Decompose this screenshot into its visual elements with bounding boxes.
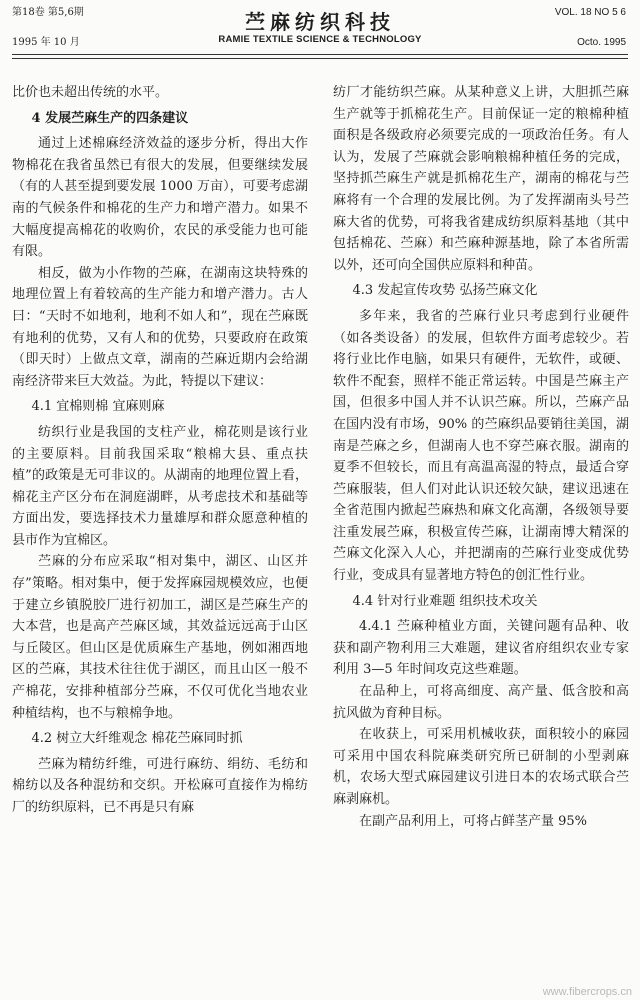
journal-title: 苎麻纺织科技: [245, 10, 395, 34]
paragraph: 比价也未超出传统的水平。: [12, 85, 169, 100]
right-column: [333, 82, 629, 832]
paragraph: 在品种上，可将高细度、高产量、低含胶和高抗风做为育种目标。: [333, 684, 629, 721]
paragraph: 纺厂才能纺织苎麻。从某种意义上讲，大胆抓苎麻生产就等于抓棉花生产。目前保证一定的粮棉种植面积是各级政府必须要完成的一项政治任务。有人认为，发展了苎麻就会影响粮棉种植任务的完成，坚持抓苎麻生产就是抓棉花生产，湖南的棉花与苎麻将有一个合理的发展比例。为了发挥湖南头号苎麻大省的优势，可将我省建成纺织原料基地（其中包括棉花、苎麻）和苎麻种源基地，除了本省所需以外，还可向全国供应原料和种苗。: [333, 85, 629, 273]
section-heading: 4 发展苎麻生产的四条建议: [31, 110, 189, 126]
paragraph: 通过上述棉麻经济效益的逐步分析，得出大作物棉花在我省虽然已有很大的发展，但要继续发展（有的人甚至提到要发展 1000 万亩），可要考虑湖南的气候条件和棉花的生产力和增产潜力。如果不大幅度提高棉花的收购价，农民的承受能力也可能有限。: [12, 136, 308, 260]
journal-title-en: RAMIE TEXTILE SCIENCE & TECHNOLOGY: [218, 34, 422, 45]
subsection-heading: 4.2 树立大纤维观念 棉花苎麻同时抓: [31, 731, 243, 747]
paragraph: 苎麻为精纺纤维，可进行麻纺、绢纺、毛纺和棉纺以及各种混纺和交织。开松麻可直接作为棉纺厂的纺织原料，已不再是只有麻: [12, 756, 308, 815]
left-column: [12, 82, 308, 819]
publication-date-en: Octo. 1995: [577, 37, 626, 48]
publication-date-cn: 1995 年 10 月: [12, 37, 80, 48]
subsection-heading: 4.1 宜棉则棉 宜麻则麻: [31, 399, 165, 415]
journal-header: [0, 0, 640, 66]
header-rule-thin: [12, 58, 628, 59]
watermark: www.fibercrops.cn: [542, 986, 632, 998]
paragraph: 在副产品利用上，可将占鲜茎产量 95%: [359, 813, 588, 829]
subsection-heading: 4.3 发起宣传攻势 弘扬苎麻文化: [352, 283, 538, 299]
subsection-heading: 4.4 针对行业难题 组织技术攻关: [352, 593, 538, 609]
paragraph: 多年来，我省的苎麻行业只考虑到行业硬件（如各类设备）的发展，但软件方面考虑较少。若将行业比作电脑，如果只有硬件，无软件，或硬、软件不配套，照样不能正常运转。中国是苎麻主产国，但很多中国人并不认识苎麻。所以，苎麻产品在国内没有市场，90% 的苎麻织品要销往美国，湖南是苎麻之乡，但湖南人也不穿苎麻衣服。湖南的夏季不但较长，而且有高温高湿的特点，最适合穿苎麻服装，但人们对此认识还较欠缺，建议迅速在全省范围内掀起苎麻热和麻文化高潮，各级领导要注重发展苎麻，积极宣传苎麻，让湖南博大精深的苎麻文化深入人心，并把湖南的苎麻行业变成优势行业，变成具有显著地方特色的创汇性行业。: [333, 308, 629, 584]
header-rule: [12, 54, 628, 55]
paragraph: 在收获上，可采用机械收获，面积较小的麻园可采用中国农科院麻类研究所已研制的小型剥麻机，农场大型式麻园建议引进日本的农场式联合苎麻剥麻机。: [333, 727, 629, 807]
paragraph: 相反，做为小作物的苎麻，在湖南这块特殊的地理位置上有着较高的生产能力和增产潜力。古人曰：“天时不如地利，地利不如人和”，现在苎麻既有地利的优势，又有人和的优势，只要政府在政策（即天时）上做点文章，湖南的苎麻近期内会给湖南经济带来巨大效益。为此，特提以下建议：: [12, 265, 308, 389]
paragraph: 纺织行业是我国的支柱产业，棉花则是该行业的主要原料。目前我国采取“粮棉大县、重点扶植”的政策是无可非议的。从湖南的地理位置上看，棉花主产区分布在洞庭湖畔，从考虑技术和基础等方面出发，要选择技术力量雄厚和群众愿意种植的县市作为宜棉区。: [12, 424, 308, 548]
volume-number-en: VOL. 18 NO 5 6: [554, 7, 626, 18]
paragraph: 4.4.1 苎麻种植业方面，关键问题有品种、收获和副产物利用三大难题，建议省府组织农业专家利用 3—5 年时间攻克这些难题。: [333, 619, 629, 678]
paragraph: 苎麻的分布应采取“相对集中，湖区、山区并存”策略。相对集中，便于发挥麻园规模效应，也便于建立乡镇脱胶厂进行初加工，湖区是苎麻生产的大本营，也是高产苎麻区域，其效益远远高于山区与丘陵区。但山区是优质麻生产基地，例如湘西地区的苎麻，其技术往往优于湖区，而且山区一般不产棉花，安排种植部分苎麻，不仅可优化当地农业种植结构，也不与粮棉争地。: [12, 554, 308, 721]
volume-issue: 第18卷 第5,6期: [12, 7, 84, 18]
